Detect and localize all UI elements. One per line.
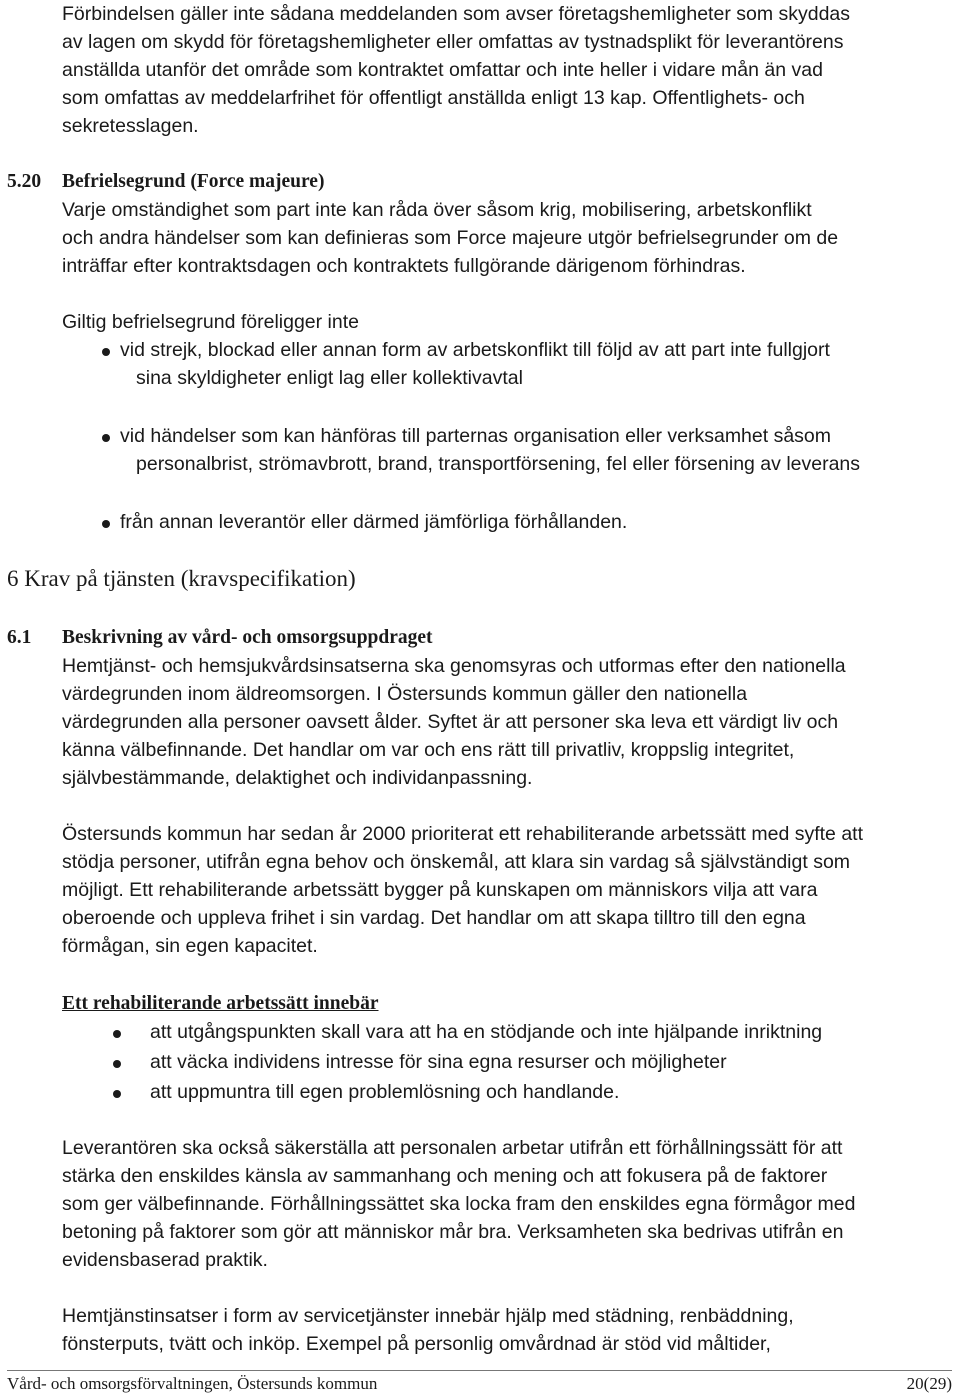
text-line: betoning på faktorer som gör att människor mår bra. Verksamheten ska bedrivas utifrån en [62, 1221, 844, 1243]
bullet-text: att utgångspunkten skall vara att ha en stödjande och inte hjälpande inriktning [150, 1021, 823, 1043]
text-line: inträffar efter kontraktsdagen och kontraktets fullgörande därigenom förhindras. [62, 255, 746, 277]
text-line: stärka den enskildes känsla av sammanhang och mening och att fokusera på de faktorer [62, 1165, 828, 1187]
bullet-intro: Giltig befrielsegrund föreligger inte [62, 311, 359, 333]
bullet-icon [113, 1060, 121, 1068]
text-line: förmågan, sin egen kapacitet. [62, 935, 318, 957]
text-line: Östersunds kommun har sedan år 2000 prioriterat ett rehabiliterande arbetssätt med syfte att [62, 823, 863, 845]
text-line: värdegrunden inom äldreomsorgen. I Östersunds kommun gäller den nationella [62, 683, 748, 705]
section-heading [7, 624, 433, 652]
text-line: känna välbefinnande. Det handlar om var och ens rätt till privatliv, kroppslig integritet, [62, 739, 795, 761]
section-number: 6.1 [7, 627, 32, 648]
rehab-heading: Ett rehabiliterande arbetssätt innebär [62, 993, 379, 1014]
text-line: stödja personer, utifrån egna behov och önskemål, att klara sin vardag så självständigt som [62, 851, 851, 873]
footer-organization: Vård- och omsorgsförvaltningen, Östersunds kommun [7, 1374, 378, 1393]
page-footer [7, 1370, 952, 1395]
section-heading [7, 168, 325, 196]
section-number: 5.20 [7, 171, 42, 192]
text-line: Förbindelsen gäller inte sådana meddelanden som avser företagshemligheter som skyddas [62, 3, 851, 25]
section-title: Beskrivning av vård- och omsorgsuppdraget [62, 627, 433, 648]
text-line: Leverantören ska också säkerställa att personalen arbetar utifrån ett förhållningssätt för att [62, 1137, 843, 1159]
bullet-text: vid strejk, blockad eller annan form av arbetskonflikt till följd av att part inte fullgjort [120, 339, 830, 361]
text-line: värdegrunden alla personer oavsett ålder. Syftet är att personer ska leva ett värdigt liv och [62, 711, 839, 733]
text-line: som ger välbefinnande. Förhållningssättet ska locka fram den enskildes egna förmågor med [62, 1193, 856, 1215]
text-line: fönsterputs, tvätt och inköp. Exempel på personlig omvårdnad är stöd vid måltider, [62, 1333, 771, 1355]
text-line: möjligt. Ett rehabiliterande arbetssätt bygger på kunskapen om människors vilja att vara [62, 879, 818, 901]
section-title: Befrielsegrund (Force majeure) [62, 171, 325, 192]
bullet-icon [102, 520, 110, 528]
bullet-icon [102, 348, 110, 356]
bullet-icon [113, 1090, 121, 1098]
bullet-icon [102, 434, 110, 442]
text-line: Varje omständighet som part inte kan råda över såsom krig, mobilisering, arbetskonflikt [62, 199, 812, 221]
bullet-text: vid händelser som kan hänföras till parternas organisation eller verksamhet såsom [120, 425, 832, 447]
text-line: sekretesslagen. [62, 115, 199, 137]
bullet-text: från annan leverantör eller därmed jämförliga förhållanden. [120, 511, 628, 533]
text-line: Hemtjänst- och hemsjukvårdsinsatserna ska genomsyras och utformas efter den nationella [62, 655, 846, 677]
page-number: 20(29) [906, 1374, 952, 1393]
chapter-heading: 6 Krav på tjänsten (kravspecifikation) [7, 566, 356, 591]
bullet-text: att uppmuntra till egen problemlösning och handlande. [150, 1081, 620, 1103]
bullet-text: personalbrist, strömavbrott, brand, transportförsening, fel eller försening av leverans [136, 453, 861, 475]
text-line: självbestämmande, delaktighet och individanpassning. [62, 767, 533, 789]
text-line: Hemtjänstinsatser i form av servicetjänster innebär hjälp med städning, renbäddning, [62, 1305, 794, 1327]
text-line: som omfattas av meddelarfrihet för offentligt anställda enligt 13 kap. Offentlighets- och [62, 87, 805, 109]
bullet-icon [113, 1030, 121, 1038]
text-line: av lagen om skydd för företagshemligheter eller omfattas av tystnadsplikt för leverantörens [62, 31, 844, 53]
text-line: oberoende och uppleva frihet i sin vardag. Det handlar om att skapa tilltro till den egna [62, 907, 806, 929]
bullet-text: att väcka individens intresse för sina egna resurser och möjligheter [150, 1051, 727, 1073]
bullet-text: sina skyldigheter enligt lag eller kollektivavtal [136, 367, 523, 389]
text-line: och andra händelser som kan definieras som Force majeure utgör befrielsegrunder om de [62, 227, 839, 249]
text-line: evidensbaserad praktik. [62, 1249, 268, 1271]
text-line: anställda utanför det område som kontraktet omfattar och inte heller i vidare mån än vad [62, 59, 823, 81]
